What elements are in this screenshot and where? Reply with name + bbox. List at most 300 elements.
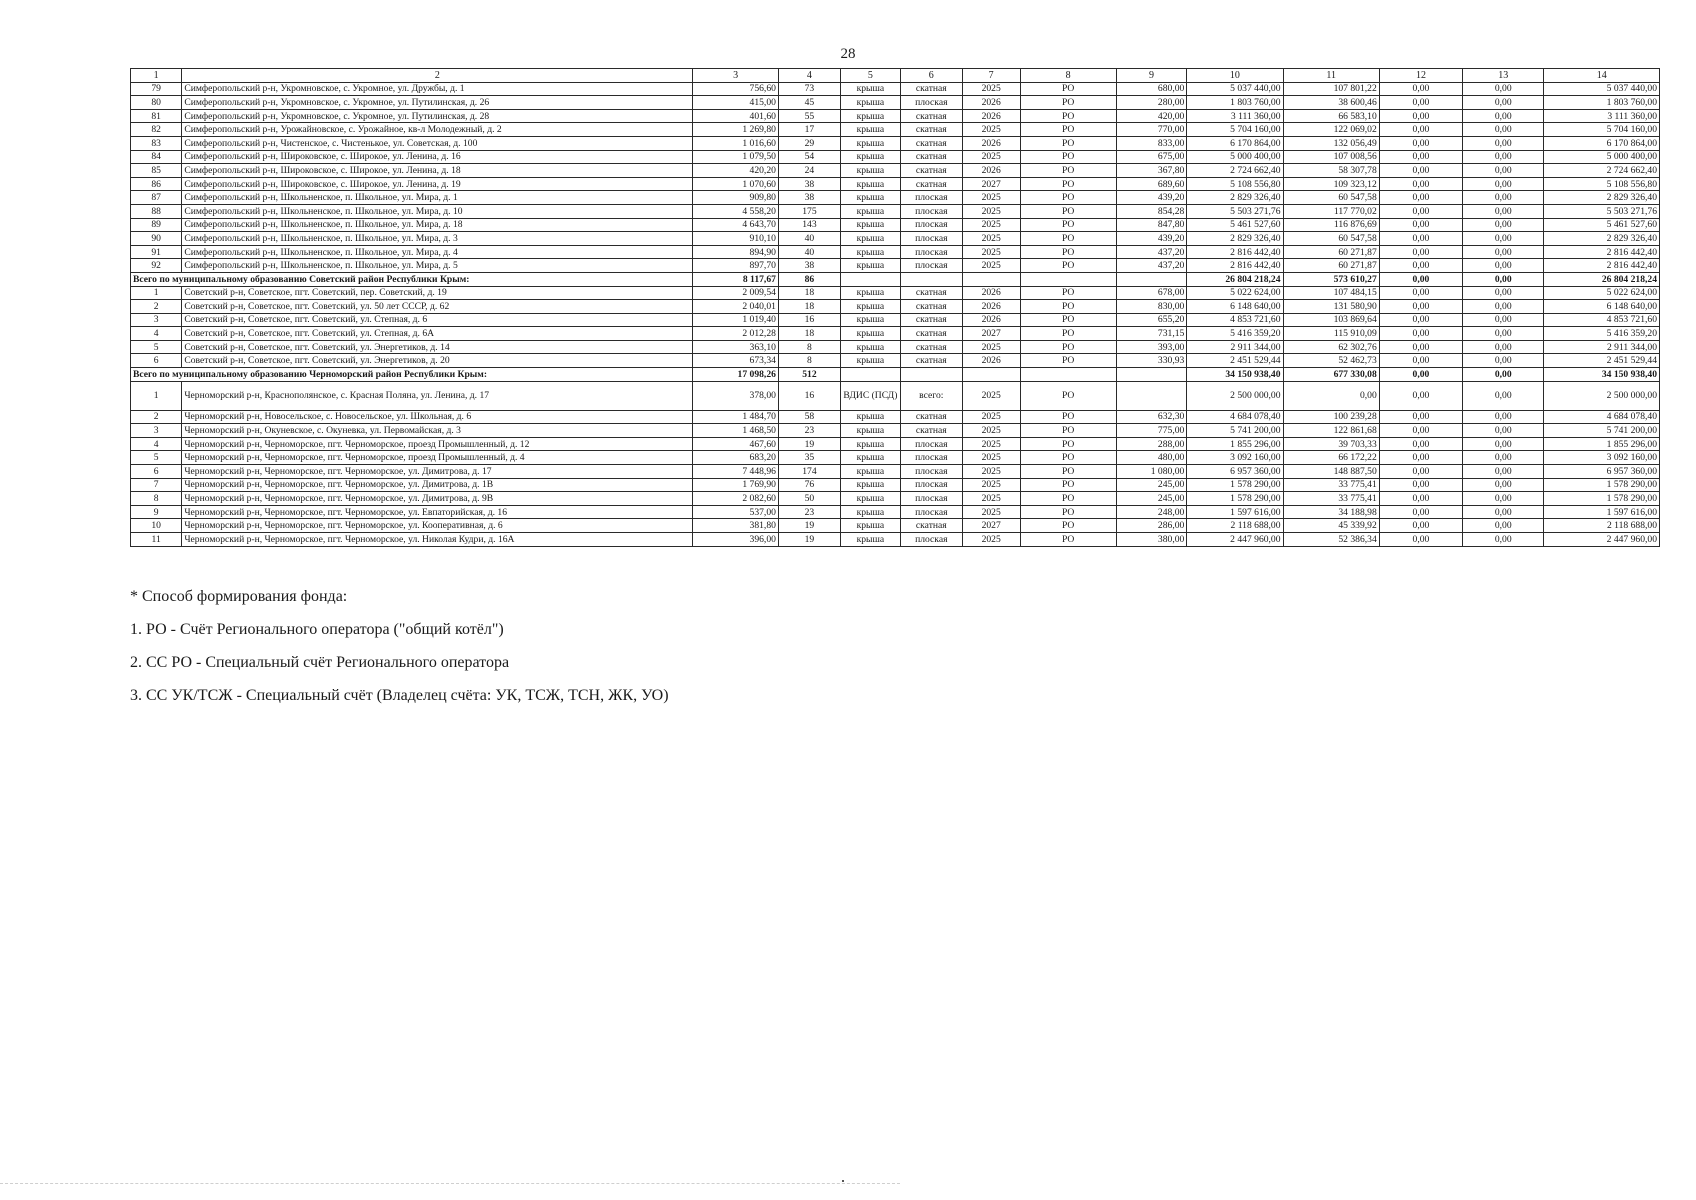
table-cell: плоская xyxy=(900,245,962,259)
table-cell: крыша xyxy=(840,424,900,438)
table-cell: 0,00 xyxy=(1379,437,1462,451)
address-cell: Симферопольский р-н, Школьненское, п. Школьное, ул. Мира, д. 5 xyxy=(182,259,693,273)
table-cell: РО xyxy=(1020,218,1116,232)
table-cell: крыша xyxy=(840,204,900,218)
table-row xyxy=(131,82,1660,96)
subtotal-cell: 17 098,26 xyxy=(693,368,779,382)
table-cell: 1 803 760,00 xyxy=(1544,96,1660,110)
table-cell: 675,00 xyxy=(1116,150,1187,164)
table-cell: 0,00 xyxy=(1463,519,1544,533)
address-cell: Черноморский р-н, Черноморское, пгт. Черноморское, ул. Евпаторийская, д. 16 xyxy=(182,505,693,519)
table-cell: 0,00 xyxy=(1379,204,1462,218)
table-cell: 2025 xyxy=(962,218,1020,232)
table-cell: 0,00 xyxy=(1463,437,1544,451)
address-cell: Черноморский р-н, Черноморское, пгт. Черноморское, проезд Промышленный, д. 4 xyxy=(182,451,693,465)
subtotal-cell: 8 117,67 xyxy=(693,272,779,286)
table-cell: 4 684 078,40 xyxy=(1544,410,1660,424)
table-cell: 2026 xyxy=(962,136,1020,150)
table-cell: крыша xyxy=(840,136,900,150)
table-cell: 2026 xyxy=(962,286,1020,300)
table-cell: 0,00 xyxy=(1379,96,1462,110)
table-cell: 39 703,33 xyxy=(1283,437,1379,451)
table-cell xyxy=(1116,381,1187,410)
table-cell: 5 022 624,00 xyxy=(1544,286,1660,300)
table-cell: крыша xyxy=(840,437,900,451)
table-cell: 2 829 326,40 xyxy=(1187,191,1283,205)
table-row xyxy=(131,313,1660,327)
table-cell: крыша xyxy=(840,218,900,232)
table-cell: 439,20 xyxy=(1116,232,1187,246)
table-cell: РО xyxy=(1020,164,1116,178)
table-cell: 91 xyxy=(131,245,182,259)
table-cell: 2 082,60 xyxy=(693,492,779,506)
table-cell: 2025 xyxy=(962,478,1020,492)
table-cell: 1 080,00 xyxy=(1116,465,1187,479)
table-cell: 1 269,80 xyxy=(693,123,779,137)
table-cell: 9 xyxy=(131,505,182,519)
table-cell: 2 911 344,00 xyxy=(1544,340,1660,354)
address-cell: Черноморский р-н, Черноморское, пгт. Черноморское, ул. Кооперативная, д. 6 xyxy=(182,519,693,533)
table-cell: 132 056,49 xyxy=(1283,136,1379,150)
table-cell: 6 170 864,00 xyxy=(1187,136,1283,150)
table-cell: 2 xyxy=(131,300,182,314)
table-cell: скатная xyxy=(900,300,962,314)
table-cell: 23 xyxy=(778,505,840,519)
subtotal-label: Всего по муниципальному образованию Советский район Республики Крым: xyxy=(131,272,693,286)
table-cell: 1 578 290,00 xyxy=(1544,478,1660,492)
table-cell: 401,60 xyxy=(693,109,779,123)
table-cell: 2025 xyxy=(962,191,1020,205)
table-cell: РО xyxy=(1020,505,1116,519)
table-cell: 19 xyxy=(778,519,840,533)
table-cell: 5 461 527,60 xyxy=(1187,218,1283,232)
table-cell: плоская xyxy=(900,451,962,465)
table-cell: 0,00 xyxy=(1463,191,1544,205)
table-cell: 66 583,10 xyxy=(1283,109,1379,123)
subtotal-cell xyxy=(962,368,1020,382)
subtotal-cell xyxy=(900,368,962,382)
table-cell: 5 xyxy=(131,451,182,465)
table-cell: 2 012,28 xyxy=(693,327,779,341)
table-cell: крыша xyxy=(840,340,900,354)
table-cell: 115 910,09 xyxy=(1283,327,1379,341)
table-cell: 3 092 160,00 xyxy=(1544,451,1660,465)
table-row xyxy=(131,410,1660,424)
table-cell: 1 019,40 xyxy=(693,313,779,327)
table-cell: 122 861,68 xyxy=(1283,424,1379,438)
table-row xyxy=(131,478,1660,492)
table-cell: всего: xyxy=(900,381,962,410)
table-cell: 0,00 xyxy=(1463,451,1544,465)
table-cell: 143 xyxy=(778,218,840,232)
capital-repair-table-container xyxy=(130,68,1660,547)
address-cell: Советский р-н, Советское, пгт. Советский, ул. 50 лет СССР, д. 62 xyxy=(182,300,693,314)
table-cell: плоская xyxy=(900,533,962,547)
column-header-10: 10 xyxy=(1187,69,1283,83)
table-cell: 29 xyxy=(778,136,840,150)
table-cell: 2 118 688,00 xyxy=(1544,519,1660,533)
scan-artifact-line xyxy=(0,1183,900,1184)
table-cell: 2025 xyxy=(962,245,1020,259)
table-cell: 5 000 400,00 xyxy=(1544,150,1660,164)
table-cell: 330,93 xyxy=(1116,354,1187,368)
table-cell: ВДИС (ПСД) xyxy=(840,381,900,410)
table-cell: 4 558,20 xyxy=(693,204,779,218)
address-cell: Черноморский р-н, Черноморское, пгт. Черноморское, проезд Промышленный, д. 12 xyxy=(182,437,693,451)
table-cell: 1 578 290,00 xyxy=(1187,478,1283,492)
table-cell: 2 724 662,40 xyxy=(1544,164,1660,178)
table-cell: 0,00 xyxy=(1463,164,1544,178)
table-cell: РО xyxy=(1020,109,1116,123)
table-cell: 11 xyxy=(131,533,182,547)
table-cell: крыша xyxy=(840,245,900,259)
table-cell: скатная xyxy=(900,82,962,96)
subtotal-cell: 34 150 938,40 xyxy=(1544,368,1660,382)
table-cell: 0,00 xyxy=(1379,381,1462,410)
table-cell: 0,00 xyxy=(1463,505,1544,519)
table-cell: 2 724 662,40 xyxy=(1187,164,1283,178)
table-cell: 1 855 296,00 xyxy=(1187,437,1283,451)
table-cell: 0,00 xyxy=(1379,177,1462,191)
table-cell: 84 xyxy=(131,150,182,164)
table-cell: крыша xyxy=(840,410,900,424)
table-cell: 0,00 xyxy=(1463,465,1544,479)
table-cell: скатная xyxy=(900,327,962,341)
table-cell: 1 070,60 xyxy=(693,177,779,191)
table-cell: 2 829 326,40 xyxy=(1187,232,1283,246)
table-cell: крыша xyxy=(840,313,900,327)
table-row xyxy=(131,191,1660,205)
column-header-8: 8 xyxy=(1020,69,1116,83)
table-cell: 0,00 xyxy=(1463,327,1544,341)
table-cell: 678,00 xyxy=(1116,286,1187,300)
column-header-6: 6 xyxy=(900,69,962,83)
table-cell: 76 xyxy=(778,478,840,492)
table-cell: 286,00 xyxy=(1116,519,1187,533)
column-header-13: 13 xyxy=(1463,69,1544,83)
address-cell: Черноморский р-н, Черноморское, пгт. Черноморское, ул. Димитрова, д. 1В xyxy=(182,478,693,492)
table-cell: 85 xyxy=(131,164,182,178)
table-cell: 6 xyxy=(131,465,182,479)
table-cell: 3 xyxy=(131,424,182,438)
table-cell: 420,00 xyxy=(1116,109,1187,123)
table-cell: РО xyxy=(1020,424,1116,438)
table-row xyxy=(131,451,1660,465)
table-cell: 88 xyxy=(131,204,182,218)
table-cell: крыша xyxy=(840,478,900,492)
table-cell: 1 597 616,00 xyxy=(1544,505,1660,519)
table-cell: 0,00 xyxy=(1379,424,1462,438)
table-cell: 117 770,02 xyxy=(1283,204,1379,218)
table-cell: 38 600,46 xyxy=(1283,96,1379,110)
table-cell: 1 484,70 xyxy=(693,410,779,424)
page-number: 28 xyxy=(840,46,856,62)
table-cell: 10 xyxy=(131,519,182,533)
table-row xyxy=(131,150,1660,164)
table-cell: 4 xyxy=(131,327,182,341)
table-cell: 5 741 200,00 xyxy=(1187,424,1283,438)
address-cell: Симферопольский р-н, Широковское, с. Широкое, ул. Ленина, д. 19 xyxy=(182,177,693,191)
table-cell: 0,00 xyxy=(1463,313,1544,327)
table-cell: 5 503 271,76 xyxy=(1544,204,1660,218)
column-header-12: 12 xyxy=(1379,69,1462,83)
address-cell: Симферопольский р-н, Широковское, с. Широкое, ул. Ленина, д. 16 xyxy=(182,150,693,164)
table-row xyxy=(131,286,1660,300)
column-header-14: 14 xyxy=(1544,69,1660,83)
table-cell: 245,00 xyxy=(1116,492,1187,506)
table-cell: РО xyxy=(1020,204,1116,218)
table-cell: крыша xyxy=(840,327,900,341)
table-cell: 1 468,50 xyxy=(693,424,779,438)
table-cell: 0,00 xyxy=(1463,136,1544,150)
table-cell: 60 271,87 xyxy=(1283,259,1379,273)
subtotal-cell: 34 150 938,40 xyxy=(1187,368,1283,382)
table-cell: скатная xyxy=(900,177,962,191)
table-cell: 2025 xyxy=(962,505,1020,519)
table-cell: РО xyxy=(1020,245,1116,259)
table-cell: крыша xyxy=(840,109,900,123)
table-cell: 8 xyxy=(778,354,840,368)
table-cell: 415,00 xyxy=(693,96,779,110)
footnote-item: 3. СС УК/ТСЖ - Специальный счёт (Владелец счёта: УК, ТСЖ, ТСН, ЖК, УО) xyxy=(130,687,669,704)
table-cell: 0,00 xyxy=(1379,150,1462,164)
subtotal-cell: 0,00 xyxy=(1463,368,1544,382)
table-cell: 0,00 xyxy=(1283,381,1379,410)
table-cell: РО xyxy=(1020,451,1116,465)
table-cell: 2 816 442,40 xyxy=(1544,259,1660,273)
table-cell: 381,80 xyxy=(693,519,779,533)
table-cell: 54 xyxy=(778,150,840,164)
address-cell: Симферопольский р-н, Школьненское, п. Школьное, ул. Мира, д. 18 xyxy=(182,218,693,232)
table-cell: 4 853 721,60 xyxy=(1544,313,1660,327)
table-cell: 174 xyxy=(778,465,840,479)
subtotal-cell: 0,00 xyxy=(1463,272,1544,286)
table-cell: 0,00 xyxy=(1379,286,1462,300)
table-cell: скатная xyxy=(900,150,962,164)
table-cell: крыша xyxy=(840,354,900,368)
table-row xyxy=(131,218,1660,232)
address-cell: Советский р-н, Советское, пгт. Советский, ул. Степная, д. 6А xyxy=(182,327,693,341)
table-cell: 5 037 440,00 xyxy=(1187,82,1283,96)
table-cell: 0,00 xyxy=(1379,519,1462,533)
table-cell: 0,00 xyxy=(1379,164,1462,178)
table-cell: 103 869,64 xyxy=(1283,313,1379,327)
table-cell: плоская xyxy=(900,218,962,232)
column-header-1: 1 xyxy=(131,69,182,83)
table-cell: крыша xyxy=(840,191,900,205)
table-cell: 5 704 160,00 xyxy=(1544,123,1660,137)
table-cell: 0,00 xyxy=(1463,123,1544,137)
table-cell: 0,00 xyxy=(1463,259,1544,273)
address-cell: Симферопольский р-н, Школьненское, п. Школьное, ул. Мира, д. 4 xyxy=(182,245,693,259)
table-cell: плоская xyxy=(900,465,962,479)
table-row xyxy=(131,245,1660,259)
table-cell: РО xyxy=(1020,340,1116,354)
table-cell: 0,00 xyxy=(1379,82,1462,96)
address-cell: Советский р-н, Советское, пгт. Советский, ул. Энергетиков, д. 20 xyxy=(182,354,693,368)
table-cell: 2027 xyxy=(962,177,1020,191)
table-cell: 0,00 xyxy=(1379,505,1462,519)
table-cell: 2 447 960,00 xyxy=(1187,533,1283,547)
table-cell: РО xyxy=(1020,519,1116,533)
table-cell: 60 547,58 xyxy=(1283,232,1379,246)
table-cell: 34 188,98 xyxy=(1283,505,1379,519)
address-cell: Черноморский р-н, Черноморское, пгт. Черноморское, ул. Николая Кудри, д. 16А xyxy=(182,533,693,547)
table-row xyxy=(131,340,1660,354)
table-cell: РО xyxy=(1020,136,1116,150)
table-cell: скатная xyxy=(900,123,962,137)
table-cell: РО xyxy=(1020,478,1116,492)
table-cell: 5 503 271,76 xyxy=(1187,204,1283,218)
table-cell: скатная xyxy=(900,424,962,438)
table-cell: плоская xyxy=(900,232,962,246)
table-cell: 775,00 xyxy=(1116,424,1187,438)
table-cell: 6 170 864,00 xyxy=(1544,136,1660,150)
table-cell: 2 816 442,40 xyxy=(1187,259,1283,273)
table-cell: 2 911 344,00 xyxy=(1187,340,1283,354)
table-cell: крыша xyxy=(840,451,900,465)
table-cell: 683,20 xyxy=(693,451,779,465)
subtotal-cell xyxy=(840,368,900,382)
table-cell: 847,80 xyxy=(1116,218,1187,232)
table-cell: 1 016,60 xyxy=(693,136,779,150)
table-cell: 3 092 160,00 xyxy=(1187,451,1283,465)
table-row xyxy=(131,354,1660,368)
table-row xyxy=(131,381,1660,410)
table-cell: РО xyxy=(1020,410,1116,424)
table-cell: 280,00 xyxy=(1116,96,1187,110)
address-cell: Симферопольский р-н, Чистенское, с. Чистенькое, ул. Советская, д. 100 xyxy=(182,136,693,150)
table-cell: 89 xyxy=(131,218,182,232)
table-cell: 393,00 xyxy=(1116,340,1187,354)
subtotal-cell xyxy=(900,272,962,286)
subtotal-cell xyxy=(1116,272,1187,286)
table-cell: скатная xyxy=(900,109,962,123)
table-cell: РО xyxy=(1020,123,1116,137)
table-cell: 0,00 xyxy=(1379,492,1462,506)
table-cell: РО xyxy=(1020,313,1116,327)
table-cell: 109 323,12 xyxy=(1283,177,1379,191)
table-cell: 148 887,50 xyxy=(1283,465,1379,479)
table-cell: крыша xyxy=(840,150,900,164)
table-row xyxy=(131,109,1660,123)
table-cell: 380,00 xyxy=(1116,533,1187,547)
table-cell: скатная xyxy=(900,136,962,150)
column-header-2: 2 xyxy=(182,69,693,83)
subtotal-cell: 0,00 xyxy=(1379,368,1462,382)
table-cell: 2025 xyxy=(962,82,1020,96)
table-cell: 2025 xyxy=(962,204,1020,218)
table-cell: 6 957 360,00 xyxy=(1187,465,1283,479)
table-cell: РО xyxy=(1020,533,1116,547)
footnote-item: 2. СС РО - Специальный счёт Регионального оператора xyxy=(130,654,510,671)
table-cell: 770,00 xyxy=(1116,123,1187,137)
table-cell: 2027 xyxy=(962,327,1020,341)
table-row xyxy=(131,533,1660,547)
table-cell: 52 386,34 xyxy=(1283,533,1379,547)
table-cell: 5 461 527,60 xyxy=(1544,218,1660,232)
table-cell: РО xyxy=(1020,191,1116,205)
table-cell: 5 037 440,00 xyxy=(1544,82,1660,96)
table-cell: 33 775,41 xyxy=(1283,492,1379,506)
table-cell: 0,00 xyxy=(1463,424,1544,438)
table-cell: скатная xyxy=(900,410,962,424)
table-cell: 60 271,87 xyxy=(1283,245,1379,259)
table-cell: 0,00 xyxy=(1463,245,1544,259)
table-cell: 23 xyxy=(778,424,840,438)
address-cell: Советский р-н, Советское, пгт. Советский, пер. Советский, д. 19 xyxy=(182,286,693,300)
subtotal-cell xyxy=(1020,272,1116,286)
table-row xyxy=(131,232,1660,246)
table-cell: 680,00 xyxy=(1116,82,1187,96)
table-row xyxy=(131,96,1660,110)
table-cell: крыша xyxy=(840,286,900,300)
table-cell: 16 xyxy=(778,381,840,410)
table-cell: 2025 xyxy=(962,232,1020,246)
table-row xyxy=(131,505,1660,519)
table-cell: 0,00 xyxy=(1463,96,1544,110)
scan-artifact-dot xyxy=(842,1180,844,1182)
table-cell: 2 118 688,00 xyxy=(1187,519,1283,533)
address-cell: Черноморский р-н, Краснополянское, с. Красная Поляна, ул. Ленина, д. 17 xyxy=(182,381,693,410)
table-cell: 73 xyxy=(778,82,840,96)
table-cell: 2025 xyxy=(962,465,1020,479)
table-cell: 2 829 326,40 xyxy=(1544,191,1660,205)
table-cell: 0,00 xyxy=(1379,109,1462,123)
table-cell: 107 801,22 xyxy=(1283,82,1379,96)
table-cell: 0,00 xyxy=(1463,286,1544,300)
table-cell: 2027 xyxy=(962,519,1020,533)
table-row xyxy=(131,424,1660,438)
table-cell: 0,00 xyxy=(1463,410,1544,424)
address-cell: Советский р-н, Советское, пгт. Советский, ул. Степная, д. 6 xyxy=(182,313,693,327)
table-cell: 2026 xyxy=(962,300,1020,314)
table-cell: 0,00 xyxy=(1379,259,1462,273)
table-cell: крыша xyxy=(840,82,900,96)
table-cell: 2025 xyxy=(962,492,1020,506)
address-cell: Черноморский р-н, Окуневское, с. Окуневка, ул. Первомайская, д. 3 xyxy=(182,424,693,438)
table-cell: 0,00 xyxy=(1379,313,1462,327)
table-cell: 439,20 xyxy=(1116,191,1187,205)
table-cell: 18 xyxy=(778,300,840,314)
table-cell: 830,00 xyxy=(1116,300,1187,314)
table-cell: скатная xyxy=(900,519,962,533)
table-cell: 2026 xyxy=(962,313,1020,327)
table-cell: плоская xyxy=(900,492,962,506)
table-cell: 897,70 xyxy=(693,259,779,273)
table-cell: 55 xyxy=(778,109,840,123)
table-cell: 5 000 400,00 xyxy=(1187,150,1283,164)
subtotal-cell xyxy=(1116,368,1187,382)
table-cell: 288,00 xyxy=(1116,437,1187,451)
table-cell: 58 xyxy=(778,410,840,424)
subtotal-cell xyxy=(1020,368,1116,382)
table-cell: 81 xyxy=(131,109,182,123)
table-cell: 673,34 xyxy=(693,354,779,368)
table-cell: 5 416 359,20 xyxy=(1187,327,1283,341)
table-cell: 0,00 xyxy=(1379,451,1462,465)
address-cell: Черноморский р-н, Черноморское, пгт. Черноморское, ул. Димитрова, д. 17 xyxy=(182,465,693,479)
table-cell: 480,00 xyxy=(1116,451,1187,465)
table-cell: 2025 xyxy=(962,259,1020,273)
table-cell: 5 416 359,20 xyxy=(1544,327,1660,341)
table-cell: 19 xyxy=(778,437,840,451)
table-row xyxy=(131,177,1660,191)
table-row xyxy=(131,519,1660,533)
table-cell: 122 069,02 xyxy=(1283,123,1379,137)
subtotal-cell: 512 xyxy=(778,368,840,382)
table-cell: 5 704 160,00 xyxy=(1187,123,1283,137)
